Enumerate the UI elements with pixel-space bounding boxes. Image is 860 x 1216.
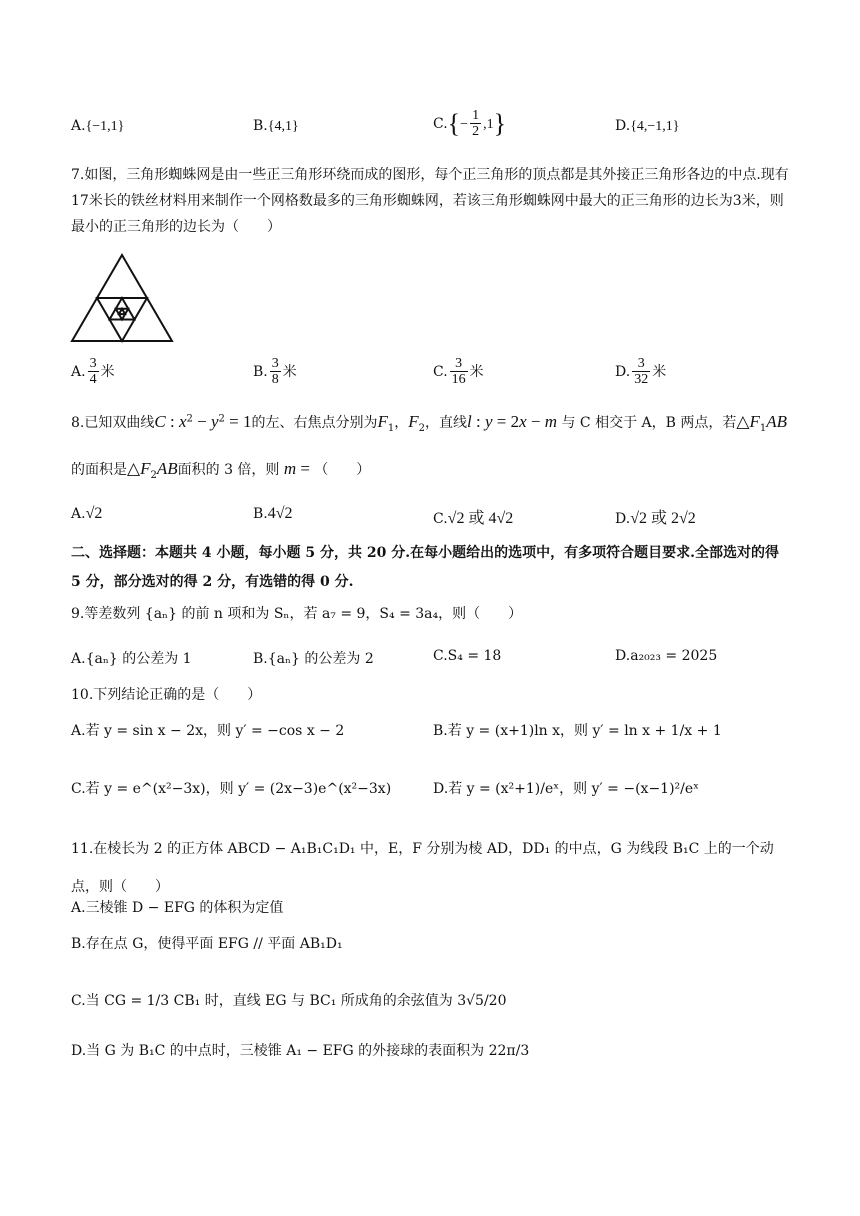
q10-option-c: C.若 y = e^(x²−3x)，则 y′ = (2x−3)e^(x²−3x)	[71, 781, 392, 797]
q7-option-d: D. $\frac{3}{32}$ 米	[615, 356, 667, 388]
q8-option-a: A.√2	[71, 505, 103, 522]
q11-option-c: C.当 CG = 1/3 CB₁ 时，直线 EG 与 BC₁ 所成角的余弦值为 3√5/20	[71, 993, 507, 1009]
q11-option-b: B.存在点 G，使得平面 EFG // 平面 AB₁D₁	[71, 936, 343, 952]
section-2-heading: 二、选择题：本题共 4 小题，每小题 5 分，共 20 分.在每小题给出的选项中，有多项符合题目要求.全部选对的得 5 分，部分选对的得 2 分，有选错的得 0 分.	[71, 545, 779, 590]
q10-option-a: A.若 y = sin x − 2x，则 y′ = −cos x − 2	[71, 723, 345, 739]
q11-option-a: A.三棱锥 D − EFG 的体积为定值	[71, 900, 284, 916]
spiderweb-figure	[70, 252, 174, 344]
q8-stem-line1: 8.已知双曲线C : $x^2 - y^2 = 1$的左、右焦点分别为$F_1$，$F_2$，直线l : y = 2x − m 与 C 相交于 A，B 两点，若$\triangle F_1AB$	[71, 412, 788, 434]
q6-option-b: B.{4,1}	[253, 118, 299, 134]
q9-option-a: A.{aₙ} 的公差为 1	[71, 651, 192, 667]
q8-stem-line2: 的面积是$\triangle F_2AB$面积的 3 倍，则 m = （ ）	[71, 459, 371, 481]
q6-option-d: D.{4,−1,1}	[615, 118, 680, 134]
q8-option-d: D.√2 或 2√2	[615, 510, 696, 527]
q8-option-b: B.4√2	[253, 505, 293, 522]
q6-option-a: A.{−1,1}	[71, 118, 125, 134]
q7-option-c: C. $\frac{3}{16}$ 米	[433, 356, 484, 388]
q9-option-c: C.S₄ = 18	[433, 648, 502, 664]
q7-stem: 7.如图，三角形蜘蛛网是由一些正三角形环绕而成的图形，每个正三角形的顶点都是其外接正三角形各边的中点.现有17米长的铁丝材料用来制作一个网格数最多的三角形蜘蛛网，若该三角形蜘蛛网中最大的正三角形的边长为3米，则最小的正三角形的边长为（ ）	[71, 167, 789, 235]
q9-option-d: D.a₂₀₂₃ = 2025	[615, 648, 718, 664]
q10-stem: 10.下列结论正确的是（ ）	[71, 687, 262, 703]
q11-option-d: D.当 G 为 B₁C 的中点时，三棱锥 A₁ − EFG 的外接球的表面积为 22π/3	[71, 1043, 530, 1059]
q9-option-b: B.{aₙ} 的公差为 2	[253, 651, 374, 667]
q8-option-c: C.√2 或 4√2	[433, 510, 514, 527]
q6-option-c: C.{− $\frac{1}{2}$ ,1}	[433, 108, 507, 140]
q7-option-b: B. $\frac{3}{8}$ 米	[253, 356, 297, 388]
q11-stem: 11.在棱长为 2 的正方体 ABCD − A₁B₁C₁D₁ 中，E，F 分别为棱 AD，DD₁ 的中点，G 为线段 B₁C 上的一个动点，则（ ）	[71, 841, 774, 895]
q9-stem: 9.等差数列 {aₙ} 的前 n 项和为 Sₙ，若 a₇ = 9，S₄ = 3a₄，则（ ）	[71, 606, 523, 622]
q7-option-a: A. $\frac{3}{4}$ 米	[71, 356, 115, 388]
q10-option-b: B.若 y = (x+1)ln x，则 y′ = ln x + 1/x + 1	[433, 723, 722, 739]
q10-option-d: D.若 y = (x²+1)/eˣ，则 y′ = −(x−1)²/eˣ	[433, 781, 700, 797]
